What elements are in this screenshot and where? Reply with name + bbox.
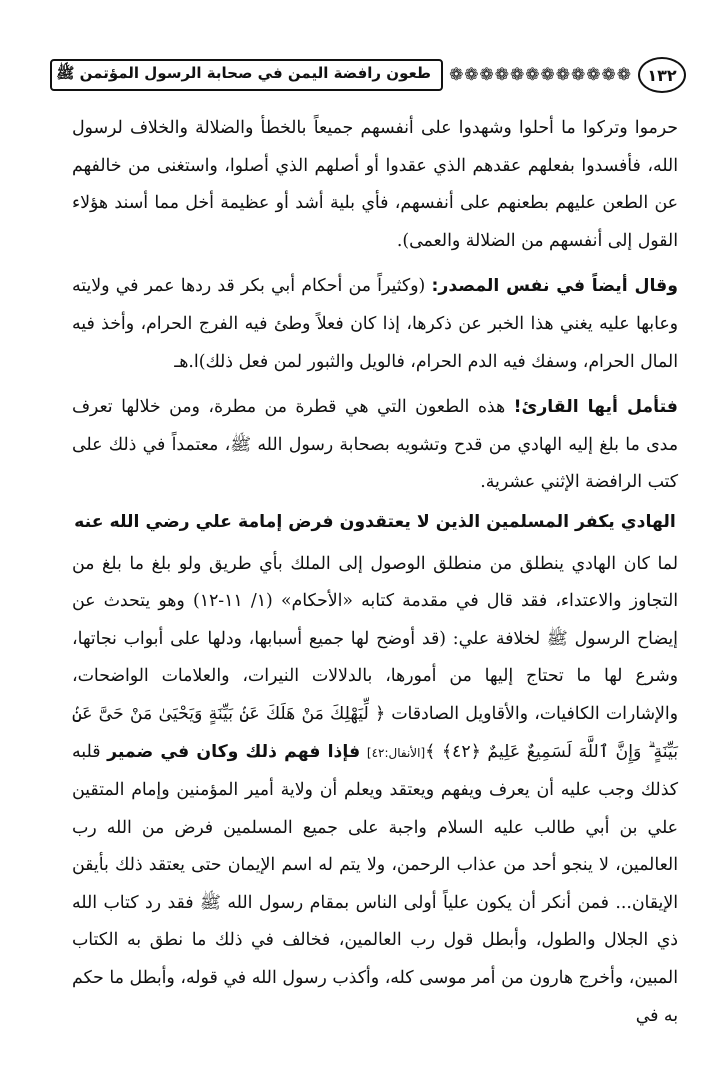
paragraph-3-lead: فتأمل أيها القارئ! [513,397,678,418]
paragraph-4-text-a: لما كان الهادي ينطلق من منطلق الوصول إلى الملك بأي طريق ولو بلغ ما بلغ من التجاوز والاعتداء، فقد قال في مقدمة كتابه «الأحكام» (١/ ١١-١٢) وهو يتحدث عن إيضاح الرسول ﷺ لخلافة علي: (قد أوضح لها جميع أسبابها، ودلها على أبواب نجاتها، وشرع لها ما تحتاج إليها من أمورها، بالدلالات النيرات، والعلامات الواضحات، والإشارات الكافيات، والأقاويل الصادقات [72,553,679,724]
paragraph-2-lead: وقال أيضاً في نفس المصدر: [431,276,678,297]
page-number: ١٣٢ [638,57,686,93]
paragraph-4 [72,546,678,1036]
paragraph-1 [72,110,678,260]
section-heading: الهادي يكفر المسلمين الذين لا يعتقدون فرض إمامة علي رضي الله عنه [74,511,676,532]
running-title: طعون رافضة اليمن في صحابة الرسول المؤتمن ﷺ [50,59,443,91]
body-text [72,110,678,1035]
page-header [50,55,686,95]
paragraph-2-text: (وكثيراً من أحكام أبي بكر قد ردها عمر في ولايته وعابها عليه يغني هذا الخبر عن ذكرها، إذا كان فعلاً وطئ فيه الفرج الحرام، وأخذ فيه المال الحرام، وسفك فيه الدم الحرام، فالويل والثبور لمن فعل ذلك)ا.هـ [72,276,678,372]
verse-reference: [الأنفال:٤٢] [366,745,426,760]
paragraph-1-text: حرموا وتركوا ما أحلوا وشهدوا على أنفسهم جميعاً بالخطأ والضلالة والخلاف لرسول الله، فأفسدوا بفعلهم عقدهم الذي عقدوا أو أصلهم الذي أصلوا، واستغنى من خالفهم عن الطعن عليهم بطعنهم على أنفسهم، فأي بلية أشد أو عظيمة أخل مما أسند هؤلاء القول إلى أنفسهم من الضلالة والعمى). [72,118,678,251]
paragraph-3 [72,389,678,502]
quran-verse: ﴿ لِّيَهْلِكَ مَنْ هَلَكَ عَنۢ بَيِّنَةٍ وَيَحْيَىٰ مَنْ حَىَّ عَنۢ بَيِّنَةٍ ۗ وَإِنَّ ٱللَّهَ لَسَمِيعٌ عَلِيمٌ ﴿٤٢﴾ ﴾ [72,703,679,762]
paragraph-4-text-b: قلبه كذلك وجب عليه أن يعرف ويفهم ويعتقد ويعلم أن ولاية أمير المؤمنين وإمام المتقين علي بن أبي طالب عليه السلام واجبة على جميع المسلمين فرض من الله رب العالمين، لا ينجو أحد من عذاب الرحمن، ولا يتم له اسم الإيمان حتى يعتقد ذلك بأيقن الإيقان... فمن أنكر أن يكون علياً أولى الناس بمقام رسول الله ﷺ فقد رد كتاب الله ذي الجلال والطول، وأبطل قول رب العالمين، فخالف في ذلك ما نطق به الكتاب المبين، وأخرج هارون من أمر موسى كله، وأكذب رسول الله في قوله، وأبطل ما حكم به في [72,741,678,1026]
paragraph-4-bold: فإذا فهم ذلك وكان في ضمير [107,741,361,762]
header-ornament: ❁❁❁❁❁❁❁❁❁❁❁❁ [449,65,632,85]
paragraph-2 [72,268,678,381]
paragraph-3-text: هذه الطعون التي هي قطرة من مطرة، ومن خلالها تعرف مدى ما بلغ إليه الهادي من قدح وتشويه بصحابة رسول الله ﷺ، معتمداً في ذلك على كتب الرافضة الإثني عشرية. [72,397,678,493]
